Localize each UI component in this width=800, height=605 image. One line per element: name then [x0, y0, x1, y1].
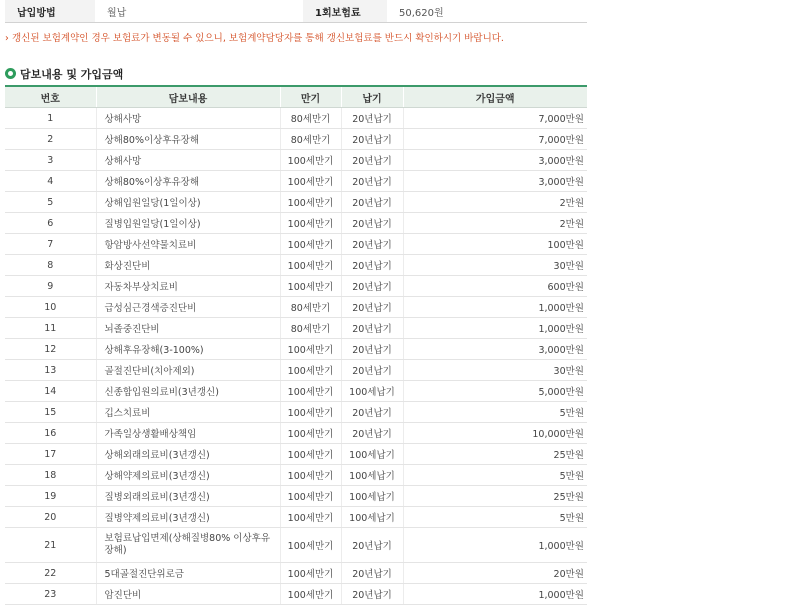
coverage-maturity: 100세만기: [280, 528, 341, 563]
coverage-name: 상해외래의료비(3년갱신): [96, 444, 280, 465]
coverage-maturity: 80세만기: [280, 297, 341, 318]
coverage-amount: 20만원: [403, 563, 587, 584]
coverage-amount: 7,000만원: [403, 129, 587, 150]
coverage-no: 4: [5, 171, 96, 192]
coverage-maturity: 100세만기: [280, 444, 341, 465]
coverage-amount: 7,000만원: [403, 108, 587, 129]
section-title: [5, 67, 587, 83]
coverage-amount: 5만원: [403, 402, 587, 423]
coverage-amount: 1,000만원: [403, 318, 587, 339]
coverage-maturity: 80세만기: [280, 318, 341, 339]
coverage-amount: 3,000만원: [403, 171, 587, 192]
col-header-amount: 가입금액: [403, 86, 587, 108]
col-header-maturity: 만기: [280, 86, 341, 108]
coverage-name: 질병입원일당(1일이상): [96, 213, 280, 234]
coverage-amount: 2만원: [403, 192, 587, 213]
coverage-no: 16: [5, 423, 96, 444]
coverage-no: 14: [5, 381, 96, 402]
payment-info-row: [5, 0, 587, 23]
coverage-maturity: 100세만기: [280, 423, 341, 444]
coverage-name: 항암방사선약물치료비: [96, 234, 280, 255]
coverage-name: 화상진단비: [96, 255, 280, 276]
coverage-table: [5, 85, 587, 605]
coverage-row: [5, 339, 587, 360]
coverage-no: 2: [5, 129, 96, 150]
coverage-maturity: 100세만기: [280, 486, 341, 507]
coverage-payment-term: 20년납기: [341, 360, 403, 381]
coverage-maturity: 100세만기: [280, 381, 341, 402]
coverage-row: [5, 192, 587, 213]
coverage-name: 상해입원일당(1일이상): [96, 192, 280, 213]
section-bullet-icon: [5, 68, 16, 79]
coverage-payment-term: 20년납기: [341, 150, 403, 171]
coverage-name: 상해80%이상후유장해: [96, 129, 280, 150]
coverage-no: 21: [5, 528, 96, 563]
coverage-name: 가족일상생활배상책임: [96, 423, 280, 444]
coverage-row: [5, 255, 587, 276]
coverage-payment-term: 100세납기: [341, 381, 403, 402]
coverage-row: [5, 297, 587, 318]
coverage-payment-term: 100세납기: [341, 444, 403, 465]
coverage-row: [5, 563, 587, 584]
first-premium-label: 1회보험료: [303, 0, 387, 23]
coverage-name: 신종합입원의료비(3년갱신): [96, 381, 280, 402]
coverage-name: 골절진단비(치아제외): [96, 360, 280, 381]
coverage-row: [5, 507, 587, 528]
coverage-payment-term: 20년납기: [341, 276, 403, 297]
coverage-name: 질병약제의료비(3년갱신): [96, 507, 280, 528]
coverage-no: 11: [5, 318, 96, 339]
coverage-row: [5, 234, 587, 255]
coverage-payment-term: 20년납기: [341, 129, 403, 150]
coverage-amount: 30만원: [403, 255, 587, 276]
coverage-maturity: 100세만기: [280, 402, 341, 423]
coverage-row: [5, 360, 587, 381]
coverage-maturity: 80세만기: [280, 129, 341, 150]
coverage-no: 6: [5, 213, 96, 234]
coverage-maturity: 100세만기: [280, 339, 341, 360]
coverage-name: 상해사망: [96, 108, 280, 129]
coverage-rows: [5, 108, 587, 605]
coverage-payment-term: 20년납기: [341, 234, 403, 255]
coverage-payment-term: 20년납기: [341, 402, 403, 423]
coverage-payment-term: 100세납기: [341, 486, 403, 507]
coverage-payment-term: 20년납기: [341, 297, 403, 318]
coverage-amount: 25만원: [403, 486, 587, 507]
coverage-no: 9: [5, 276, 96, 297]
coverage-no: 3: [5, 150, 96, 171]
coverage-maturity: 100세만기: [280, 171, 341, 192]
coverage-maturity: 100세만기: [280, 276, 341, 297]
coverage-row: [5, 171, 587, 192]
coverage-payment-term: 20년납기: [341, 563, 403, 584]
coverage-maturity: 100세만기: [280, 360, 341, 381]
coverage-payment-term: 20년납기: [341, 213, 403, 234]
coverage-row: [5, 584, 587, 605]
coverage-row: [5, 528, 587, 563]
coverage-maturity: 100세만기: [280, 507, 341, 528]
coverage-maturity: 80세만기: [280, 108, 341, 129]
coverage-payment-term: 20년납기: [341, 255, 403, 276]
coverage-row: [5, 486, 587, 507]
coverage-amount: 5만원: [403, 465, 587, 486]
policy-detail: [5, 0, 587, 605]
coverage-name: 보험료납입면제(상해질병80% 이상후유장해): [96, 528, 280, 563]
payment-method-label: 납입방법: [5, 0, 95, 23]
coverage-maturity: 100세만기: [280, 234, 341, 255]
coverage-no: 22: [5, 563, 96, 584]
coverage-maturity: 100세만기: [280, 192, 341, 213]
coverage-name: 상해사망: [96, 150, 280, 171]
coverage-row: [5, 381, 587, 402]
coverage-no: 13: [5, 360, 96, 381]
coverage-no: 8: [5, 255, 96, 276]
coverage-payment-term: 20년납기: [341, 192, 403, 213]
coverage-no: 20: [5, 507, 96, 528]
coverage-payment-term: 20년납기: [341, 423, 403, 444]
coverage-amount: 30만원: [403, 360, 587, 381]
coverage-no: 18: [5, 465, 96, 486]
coverage-no: 10: [5, 297, 96, 318]
coverage-name: 깁스치료비: [96, 402, 280, 423]
payment-info-table: [5, 0, 587, 23]
coverage-no: 12: [5, 339, 96, 360]
coverage-maturity: 100세만기: [280, 255, 341, 276]
coverage-no: 15: [5, 402, 96, 423]
coverage-amount: 3,000만원: [403, 339, 587, 360]
col-header-no: 번호: [5, 86, 96, 108]
coverage-name: 상해약제의료비(3년갱신): [96, 465, 280, 486]
coverage-maturity: 100세만기: [280, 584, 341, 605]
payment-method-value: 월납: [107, 7, 127, 19]
coverage-amount: 3,000만원: [403, 150, 587, 171]
coverage-name: 상해후유장해(3-100%): [96, 339, 280, 360]
coverage-no: 7: [5, 234, 96, 255]
coverage-amount: 5,000만원: [403, 381, 587, 402]
coverage-maturity: 100세만기: [280, 465, 341, 486]
coverage-name: 질병외래의료비(3년갱신): [96, 486, 280, 507]
coverage-no: 19: [5, 486, 96, 507]
coverage-row: [5, 423, 587, 444]
coverage-maturity: 100세만기: [280, 563, 341, 584]
coverage-payment-term: 100세납기: [341, 465, 403, 486]
coverage-amount: 5만원: [403, 507, 587, 528]
coverage-amount: 10,000만원: [403, 423, 587, 444]
coverage-name: 자동차부상치료비: [96, 276, 280, 297]
coverage-payment-term: 100세납기: [341, 507, 403, 528]
coverage-row: [5, 276, 587, 297]
col-header-name: 담보내용: [96, 86, 280, 108]
coverage-payment-term: 20년납기: [341, 171, 403, 192]
coverage-maturity: 100세만기: [280, 213, 341, 234]
coverage-no: 5: [5, 192, 96, 213]
coverage-no: 1: [5, 108, 96, 129]
coverage-payment-term: 20년납기: [341, 339, 403, 360]
coverage-amount: 1,000만원: [403, 528, 587, 563]
coverage-row: [5, 129, 587, 150]
coverage-name: 뇌졸중진단비: [96, 318, 280, 339]
coverage-name: 급성심근경색증진단비: [96, 297, 280, 318]
coverage-row: [5, 444, 587, 465]
coverage-row: [5, 213, 587, 234]
notice-text: 갱신된 보험계약인 경우 보험료가 변동될 수 있으니, 보험계약담당자를 통해 갱신보험료를 반드시 확인하시기 바랍니다.: [12, 33, 504, 44]
coverage-header-row: [5, 86, 587, 108]
coverage-maturity: 100세만기: [280, 150, 341, 171]
coverage-name: 5대골절진단위로금: [96, 563, 280, 584]
coverage-row: [5, 150, 587, 171]
coverage-payment-term: 20년납기: [341, 318, 403, 339]
first-premium-value: 50,620원: [399, 7, 444, 19]
coverage-payment-term: 20년납기: [341, 528, 403, 563]
section-title-text: 담보내용 및 가입금액: [20, 68, 124, 81]
coverage-row: [5, 318, 587, 339]
coverage-amount: 1,000만원: [403, 297, 587, 318]
coverage-amount: 100만원: [403, 234, 587, 255]
coverage-no: 23: [5, 584, 96, 605]
coverage-payment-term: 20년납기: [341, 108, 403, 129]
coverage-amount: 25만원: [403, 444, 587, 465]
coverage-row: [5, 108, 587, 129]
coverage-row: [5, 402, 587, 423]
renewal-notice: [5, 32, 587, 46]
notice-arrow-icon: ›: [5, 33, 9, 44]
coverage-amount: 600만원: [403, 276, 587, 297]
coverage-name: 암진단비: [96, 584, 280, 605]
coverage-row: [5, 465, 587, 486]
col-header-payment: 납기: [341, 86, 403, 108]
coverage-no: 17: [5, 444, 96, 465]
coverage-name: 상해80%이상후유장해: [96, 171, 280, 192]
coverage-amount: 2만원: [403, 213, 587, 234]
coverage-amount: 1,000만원: [403, 584, 587, 605]
coverage-payment-term: 20년납기: [341, 584, 403, 605]
